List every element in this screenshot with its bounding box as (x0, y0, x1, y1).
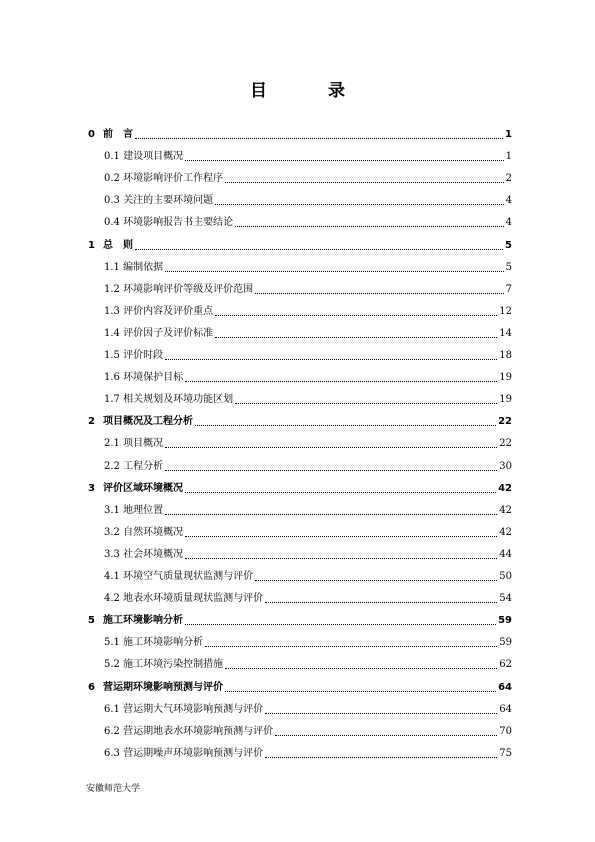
toc-page-number: 22 (498, 416, 512, 428)
toc-dot-leader (185, 558, 497, 559)
toc-chapter-entry[interactable] (0, 607, 595, 627)
toc-section-entry[interactable] (0, 585, 595, 605)
toc-chapter-number: 0 (88, 129, 95, 140)
toc-page-number: 7 (505, 283, 512, 295)
toc-section-entry[interactable] (0, 430, 595, 450)
toc-chapter-entry[interactable] (0, 475, 595, 495)
toc-section-entry[interactable] (0, 651, 595, 671)
toc-entry-label: 0.3 关注的主要环境问题 (104, 195, 214, 207)
toc-entry-label: 5.2 施工环境污染控制措施 (104, 659, 224, 671)
toc-entry-label: 项目概况及工程分析 (103, 416, 193, 428)
toc-page-number: 70 (499, 725, 512, 737)
toc-dot-leader (185, 536, 497, 537)
toc-entry-label: 总 则 (103, 239, 133, 251)
toc-entry-label: 1.1 编制依据 (104, 261, 164, 273)
toc-entry-label: 6.1 营运期大气环境影响预测与评价 (104, 703, 264, 715)
toc-page-number: 5 (505, 239, 512, 251)
toc-section-entry[interactable] (0, 143, 595, 163)
toc-page-number: 1 (505, 151, 512, 163)
toc-section-entry[interactable] (0, 497, 595, 517)
toc-page-number: 4 (505, 195, 512, 207)
toc-section-entry[interactable] (0, 187, 595, 207)
toc-page-number: 30 (499, 460, 512, 472)
toc-section-entry[interactable] (0, 519, 595, 539)
toc-chapter-entry[interactable] (0, 121, 595, 141)
toc-page-number: 42 (499, 526, 512, 538)
toc-section-entry[interactable] (0, 740, 595, 760)
toc-entry-label: 1.4 评价因子及评价标准 (104, 327, 214, 339)
toc-dot-leader (205, 646, 497, 647)
toc-page-number: 5 (505, 261, 512, 273)
toc-page-number: 50 (499, 571, 512, 582)
toc-dot-leader (225, 182, 504, 183)
toc-page-number: 64 (499, 703, 512, 715)
toc-page-number: 59 (499, 637, 512, 649)
toc-section-entry[interactable] (0, 165, 595, 185)
toc-page-number: 44 (499, 548, 512, 560)
toc-entry-label: 5.1 施工环境影响分析 (104, 637, 204, 649)
toc-dot-leader (165, 359, 497, 360)
toc-section-entry[interactable] (0, 254, 595, 274)
toc-entry-label: 1.6 环境保护目标 (104, 372, 184, 384)
toc-chapter-number: 5 (88, 615, 95, 627)
toc-section-entry[interactable] (0, 364, 595, 384)
toc-page-number: 59 (498, 615, 512, 627)
toc-entry-label: 1.2 环境影响评价等级及评价范围 (104, 283, 254, 295)
toc-section-entry[interactable] (0, 298, 595, 318)
toc-dot-leader (215, 204, 504, 205)
toc-page-number: 19 (499, 394, 512, 406)
toc-entry-label: 1.5 评价时段 (104, 350, 164, 361)
toc-dot-leader (185, 381, 497, 382)
toc-page-number: 75 (499, 747, 512, 759)
toc-section-entry[interactable] (0, 563, 595, 583)
toc-section-entry[interactable] (0, 696, 595, 716)
toc-chapter-number: 1 (88, 239, 95, 251)
toc-entry-label: 评价区域环境概况 (103, 482, 183, 494)
toc-dot-leader (265, 757, 497, 758)
toc-entry-label: 3.2 自然环境概况 (104, 526, 184, 538)
toc-entry-label: 0.4 环境影响报告书主要结论 (104, 217, 234, 229)
toc-entry-label: 1.7 相关规划及环境功能区划 (104, 394, 234, 406)
toc-page-number: 42 (498, 482, 512, 494)
toc-entry-label: 6.2 营运期地表水环境影响预测与评价 (104, 725, 274, 737)
toc-dot-leader (265, 713, 497, 714)
toc-section-entry[interactable] (0, 209, 595, 229)
toc-section-entry[interactable] (0, 453, 595, 473)
toc-dot-leader (235, 403, 497, 404)
toc-section-entry[interactable] (0, 386, 595, 406)
toc-section-entry[interactable] (0, 541, 595, 561)
toc-page-number: 14 (499, 327, 512, 339)
toc-chapter-number: 6 (88, 681, 95, 693)
toc-chapter-entry[interactable] (0, 674, 595, 694)
toc-entry-label: 营运期环境影响预测与评价 (103, 681, 223, 693)
toc-dot-leader (225, 691, 496, 692)
toc-entry-label: 2.2 工程分析 (104, 460, 164, 472)
toc-chapter-entry[interactable] (0, 232, 595, 252)
toc-dot-leader (215, 315, 497, 316)
toc-entry-label: 0.1 建设项目概况 (104, 151, 184, 163)
toc-entry-label: 施工环境影响分析 (103, 615, 183, 627)
toc-dot-leader (165, 514, 497, 515)
toc-dot-leader (195, 425, 496, 426)
toc-chapter-number: 3 (88, 482, 95, 494)
toc-section-entry[interactable] (0, 276, 595, 296)
toc-dot-leader (135, 138, 503, 139)
toc-page-number: 22 (499, 438, 512, 450)
toc-dot-leader (255, 580, 497, 581)
toc-dot-leader (165, 470, 497, 471)
toc-dot-leader (215, 337, 497, 338)
toc-entry-label: 前 言 (103, 129, 133, 140)
toc-page-number: 1 (505, 129, 512, 140)
toc-entry-label: 1.3 评价内容及评价重点 (104, 305, 214, 317)
page-footer: 安徽师范大学 (86, 784, 141, 794)
toc-dot-leader (265, 602, 497, 603)
toc-page-number: 62 (499, 659, 512, 671)
toc-entry-label: 0.2 环境影响评价工作程序 (104, 173, 224, 185)
toc-page-number: 64 (498, 681, 512, 693)
toc-dot-leader (135, 249, 503, 250)
toc-page-number: 54 (499, 593, 512, 605)
toc-dot-leader (255, 293, 504, 294)
toc-page-number: 2 (505, 173, 512, 185)
page-title: 目 录 (250, 81, 367, 101)
toc-dot-leader (275, 735, 497, 736)
toc-entry-label: 3.3 社会环境概况 (104, 548, 184, 560)
toc-page-number: 4 (505, 217, 512, 229)
toc-section-entry[interactable] (0, 342, 595, 362)
toc-entry-label: 4.2 地表水环境质量现状监测与评价 (104, 593, 264, 605)
toc-section-entry[interactable] (0, 718, 595, 738)
toc-entry-label: 2.1 项目概况 (104, 438, 164, 450)
toc-dot-leader (185, 492, 496, 493)
toc-section-entry[interactable] (0, 629, 595, 649)
toc-dot-leader (165, 271, 504, 272)
toc-dot-leader (185, 160, 504, 161)
toc-dot-leader (185, 624, 496, 625)
toc-page-number: 18 (499, 350, 512, 361)
toc-entry-label: 6.3 营运期噪声环境影响预测与评价 (104, 747, 264, 759)
toc-chapter-number: 2 (88, 416, 95, 428)
toc-dot-leader (225, 668, 497, 669)
toc-page-number: 19 (499, 372, 512, 384)
toc-section-entry[interactable] (0, 320, 595, 340)
toc-dot-leader (165, 447, 497, 448)
toc-chapter-entry[interactable] (0, 408, 595, 428)
toc-page-number: 12 (499, 305, 512, 317)
toc-page-number: 42 (499, 504, 512, 516)
toc-entry-label: 4.1 环境空气质量现状监测与评价 (104, 571, 254, 582)
toc-entry-label: 3.1 地理位置 (104, 504, 164, 516)
toc-dot-leader (235, 226, 504, 227)
